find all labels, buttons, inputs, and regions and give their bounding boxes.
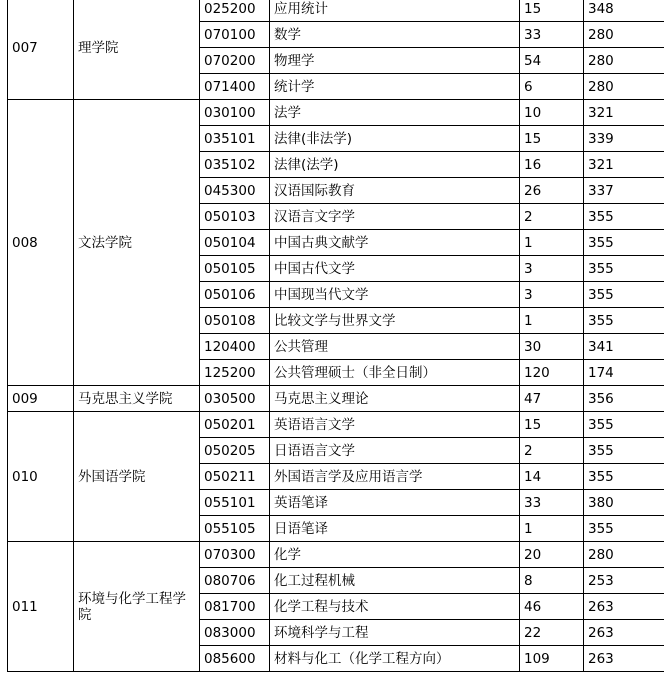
min-score-cell: 380 [584, 490, 664, 516]
min-score-cell: 321 [584, 152, 664, 178]
admit-count-cell: 1 [520, 230, 584, 256]
admit-count-cell: 47 [520, 386, 584, 412]
major-code-cell: 030500 [200, 386, 270, 412]
min-score-cell: 339 [584, 126, 664, 152]
major-name-cell: 法律(法学) [270, 152, 520, 178]
admit-count-cell: 3 [520, 256, 584, 282]
admit-count-cell: 15 [520, 0, 584, 22]
dept-code-cell: 007 [8, 0, 74, 100]
min-score-cell: 263 [584, 646, 664, 672]
admit-count-cell: 109 [520, 646, 584, 672]
table-body [8, 0, 664, 672]
admit-count-cell: 15 [520, 412, 584, 438]
major-name-cell: 中国古典文献学 [270, 230, 520, 256]
college-name-cell: 外国语学院 [74, 412, 200, 542]
college-name-cell: 马克思主义学院 [74, 386, 200, 412]
min-score-cell: 280 [584, 48, 664, 74]
admit-count-cell: 33 [520, 490, 584, 516]
table-row [8, 100, 664, 126]
min-score-cell: 321 [584, 100, 664, 126]
college-name-cell: 理学院 [74, 0, 200, 100]
major-name-cell: 日语语言文学 [270, 438, 520, 464]
table-row [8, 386, 664, 412]
major-code-cell: 071400 [200, 74, 270, 100]
major-code-cell: 035101 [200, 126, 270, 152]
min-score-cell: 355 [584, 256, 664, 282]
major-name-cell: 环境科学与工程 [270, 620, 520, 646]
major-name-cell: 比较文学与世界文学 [270, 308, 520, 334]
major-name-cell: 中国现当代文学 [270, 282, 520, 308]
admit-count-cell: 10 [520, 100, 584, 126]
major-name-cell: 法律(非法学) [270, 126, 520, 152]
major-code-cell: 050106 [200, 282, 270, 308]
major-name-cell: 马克思主义理论 [270, 386, 520, 412]
admit-count-cell: 16 [520, 152, 584, 178]
major-name-cell: 化学 [270, 542, 520, 568]
college-name-cell: 文法学院 [74, 100, 200, 386]
major-name-cell: 汉语国际教育 [270, 178, 520, 204]
major-name-cell: 公共管理 [270, 334, 520, 360]
major-code-cell: 070100 [200, 22, 270, 48]
min-score-cell: 253 [584, 568, 664, 594]
admit-count-cell: 3 [520, 282, 584, 308]
major-code-cell: 081700 [200, 594, 270, 620]
min-score-cell: 280 [584, 22, 664, 48]
major-name-cell: 材料与化工（化学工程方向） [270, 646, 520, 672]
admit-count-cell: 33 [520, 22, 584, 48]
dept-code-cell: 008 [8, 100, 74, 386]
major-name-cell: 外国语言学及应用语言学 [270, 464, 520, 490]
major-code-cell: 050211 [200, 464, 270, 490]
major-name-cell: 数学 [270, 22, 520, 48]
major-code-cell: 070300 [200, 542, 270, 568]
major-code-cell: 070200 [200, 48, 270, 74]
admit-count-cell: 54 [520, 48, 584, 74]
min-score-cell: 355 [584, 308, 664, 334]
major-name-cell: 物理学 [270, 48, 520, 74]
min-score-cell: 280 [584, 542, 664, 568]
major-code-cell: 035102 [200, 152, 270, 178]
major-name-cell: 化工过程机械 [270, 568, 520, 594]
major-code-cell: 025200 [200, 0, 270, 22]
major-name-cell: 汉语言文字学 [270, 204, 520, 230]
major-name-cell: 英语语言文学 [270, 412, 520, 438]
major-name-cell: 公共管理硕士（非全日制） [270, 360, 520, 386]
admit-count-cell: 20 [520, 542, 584, 568]
major-code-cell: 050103 [200, 204, 270, 230]
admit-count-cell: 26 [520, 178, 584, 204]
admit-count-cell: 2 [520, 438, 584, 464]
admit-count-cell: 120 [520, 360, 584, 386]
major-name-cell: 应用统计 [270, 0, 520, 22]
admit-count-cell: 22 [520, 620, 584, 646]
major-name-cell: 英语笔译 [270, 490, 520, 516]
major-code-cell: 125200 [200, 360, 270, 386]
min-score-cell: 355 [584, 438, 664, 464]
major-code-cell: 045300 [200, 178, 270, 204]
table-row [8, 412, 664, 438]
major-name-cell: 日语笔译 [270, 516, 520, 542]
min-score-cell: 355 [584, 282, 664, 308]
major-name-cell: 法学 [270, 100, 520, 126]
admit-count-cell: 30 [520, 334, 584, 360]
min-score-cell: 263 [584, 620, 664, 646]
major-code-cell: 055105 [200, 516, 270, 542]
min-score-cell: 356 [584, 386, 664, 412]
min-score-cell: 174 [584, 360, 664, 386]
major-code-cell: 080706 [200, 568, 270, 594]
min-score-cell: 355 [584, 516, 664, 542]
min-score-cell: 355 [584, 412, 664, 438]
min-score-cell: 337 [584, 178, 664, 204]
min-score-cell: 341 [584, 334, 664, 360]
admit-count-cell: 6 [520, 74, 584, 100]
admit-count-cell: 14 [520, 464, 584, 490]
major-code-cell: 085600 [200, 646, 270, 672]
major-code-cell: 050105 [200, 256, 270, 282]
admit-count-cell: 46 [520, 594, 584, 620]
min-score-cell: 280 [584, 74, 664, 100]
admissions-table [7, 0, 664, 672]
min-score-cell: 263 [584, 594, 664, 620]
major-code-cell: 083000 [200, 620, 270, 646]
min-score-cell: 355 [584, 204, 664, 230]
admit-count-cell: 15 [520, 126, 584, 152]
major-name-cell: 中国古代文学 [270, 256, 520, 282]
min-score-cell: 355 [584, 230, 664, 256]
major-code-cell: 120400 [200, 334, 270, 360]
major-code-cell: 030100 [200, 100, 270, 126]
admit-count-cell: 2 [520, 204, 584, 230]
min-score-cell: 348 [584, 0, 664, 22]
admit-count-cell: 8 [520, 568, 584, 594]
major-name-cell: 统计学 [270, 74, 520, 100]
table-row [8, 0, 664, 22]
dept-code-cell: 011 [8, 542, 74, 672]
major-code-cell: 050104 [200, 230, 270, 256]
table-row [8, 542, 664, 568]
major-code-cell: 050108 [200, 308, 270, 334]
major-code-cell: 055101 [200, 490, 270, 516]
dept-code-cell: 010 [8, 412, 74, 542]
major-code-cell: 050201 [200, 412, 270, 438]
major-code-cell: 050205 [200, 438, 270, 464]
admit-count-cell: 1 [520, 308, 584, 334]
dept-code-cell: 009 [8, 386, 74, 412]
min-score-cell: 355 [584, 464, 664, 490]
major-name-cell: 化学工程与技术 [270, 594, 520, 620]
college-name-cell: 环境与化学工程学院 [74, 542, 200, 672]
admit-count-cell: 1 [520, 516, 584, 542]
